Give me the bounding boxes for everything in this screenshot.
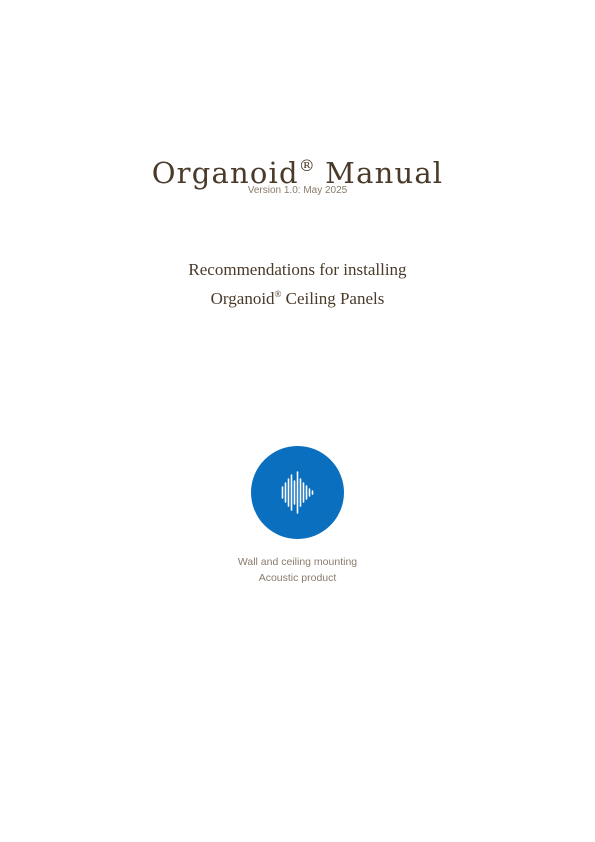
- title-rest: Manual: [314, 156, 444, 190]
- subtitle-brand: Organoid: [210, 289, 275, 308]
- subtitle-line-2: [0, 282, 595, 311]
- title-name: Organoid: [151, 156, 299, 190]
- acoustic-logo: [251, 446, 344, 539]
- product-description: [0, 554, 595, 586]
- version-line: Version 1.0: May 2025: [247, 185, 348, 196]
- document-subtitle: [0, 258, 595, 311]
- registered-mark: ®: [298, 156, 315, 175]
- product-line-1: Wall and ceiling mounting: [237, 556, 358, 568]
- subtitle-registered-mark: ®: [274, 289, 282, 299]
- subtitle-rest: Ceiling Panels: [281, 289, 385, 308]
- sound-wave-icon: [251, 446, 344, 539]
- subtitle-line-1: Recommendations for installing: [188, 260, 407, 279]
- product-line-2: Acoustic product: [258, 572, 337, 584]
